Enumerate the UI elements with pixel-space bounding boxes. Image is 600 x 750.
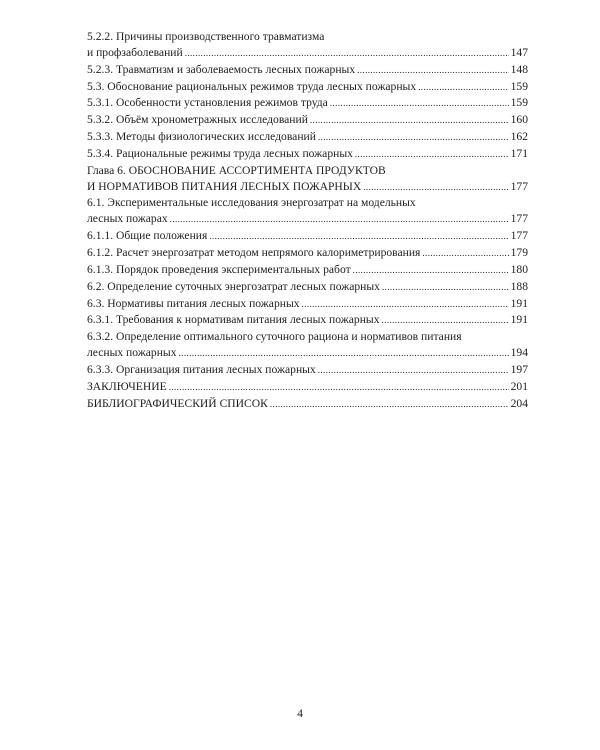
toc-entry (87, 396, 528, 413)
toc-entry (87, 211, 528, 228)
toc-entry (87, 379, 528, 396)
dot-leader (170, 212, 509, 228)
toc-entry-page: 177 (510, 212, 528, 226)
toc-entry: 5.2.2. Причины производственного травматизма (87, 30, 325, 43)
toc-entry (87, 245, 528, 262)
toc-entry-page: 159 (510, 79, 528, 93)
toc-entry-page: 179 (510, 245, 528, 259)
toc-entry (87, 362, 528, 379)
toc-entry-title: 6.1.2. Расчет энергозатрат методом непрямого калориметрирования (87, 245, 421, 259)
toc-entry (87, 95, 528, 112)
toc-entry (87, 146, 528, 163)
toc-entry (87, 312, 528, 329)
toc-entry (87, 79, 528, 96)
toc-entry (87, 296, 528, 313)
toc-entry: Глава 6. ОБОСНОВАНИЕ АССОРТИМЕНТА ПРОДУКТОВ (87, 163, 386, 177)
toc-entry (87, 62, 528, 79)
toc-entry-page: 201 (510, 379, 528, 393)
toc-entry-title: И НОРМАТИВОВ ПИТАНИЯ ЛЕСНЫХ ПОЖАРНЫХ (87, 179, 362, 193)
dot-leader (169, 380, 509, 396)
toc-entry-title: 5.3.3. Методы физиологических исследований (87, 130, 316, 144)
toc-entry-page: 180 (510, 262, 528, 276)
toc-entry-title: 6.1.1. Общие положения (87, 229, 208, 243)
toc-entry-title: 6.3. Нормативы питания лесных пожарных (87, 296, 300, 310)
dot-leader (382, 280, 509, 296)
toc-entry: 6.1. Экспериментальные исследования энергозатрат на модельных (87, 196, 416, 210)
toc-entry-title: 5.3.1. Особенности установления режимов труда (87, 96, 328, 110)
toc-entry-title: 5.3.2. Объём хронометражных исследований (87, 113, 308, 127)
dot-leader (355, 147, 509, 163)
dot-leader (318, 130, 509, 146)
dot-leader (422, 246, 508, 262)
toc-entry (87, 179, 528, 196)
toc-entry-page: 177 (510, 179, 528, 193)
dot-leader (209, 229, 508, 245)
toc-entry-page: 177 (510, 229, 528, 243)
toc-entry-page: 191 (510, 313, 528, 327)
toc-entry (87, 129, 528, 146)
toc-entry (87, 45, 528, 62)
toc-entry-title: ЗАКЛЮЧЕНИЕ (87, 379, 167, 393)
dot-leader (363, 180, 508, 196)
dot-leader (353, 263, 509, 279)
toc-entry-page: 204 (510, 396, 528, 410)
toc-entry-page: 162 (510, 130, 528, 144)
toc-entry-page: 188 (510, 279, 528, 293)
toc-entry-title: 6.3.3. Организация питания лесных пожарных (87, 362, 316, 376)
toc-entry-page: 197 (510, 362, 528, 376)
toc-entry-page: 191 (510, 296, 528, 310)
dot-leader (270, 397, 509, 413)
toc-entry-title: лесных пожарах (87, 212, 168, 226)
toc-entry-title: 5.2.3. Травматизм и заболеваемость лесных пожарных (87, 62, 356, 76)
toc-entry-title: 6.3.1. Требования к нормативам питания лесных пожарных (87, 313, 380, 327)
toc-entry-title: и профзаболеваний (87, 45, 183, 59)
toc-entry-page: 194 (510, 346, 528, 360)
dot-leader (382, 313, 509, 329)
toc-entry-title: 5.3. Обоснование рациональных режимов труда лесных пожарных (87, 79, 417, 93)
toc-entry-page: 171 (510, 146, 528, 160)
dot-leader (357, 63, 508, 79)
page-number: 4 (297, 707, 303, 720)
toc-entry-title: 6.1.3. Порядок проведения экспериментальных работ (87, 262, 351, 276)
toc-entry: 6.3.2. Определение оптимального суточного рациона и нормативов питания (87, 330, 462, 344)
toc-entry-page: 159 (510, 96, 528, 110)
dot-leader (302, 297, 509, 313)
dot-leader (310, 113, 509, 129)
dot-leader (185, 46, 509, 62)
dot-leader (318, 363, 509, 379)
toc-entry (87, 279, 528, 296)
toc-entry-title: БИБЛИОГРАФИЧЕСКИЙ СПИСОК (87, 396, 268, 410)
dot-leader (418, 80, 508, 96)
toc-entry-title: 5.3.4. Рациональные режимы труда лесных пожарных (87, 146, 353, 160)
toc-entry-page: 160 (510, 113, 528, 127)
toc-entry (87, 345, 528, 362)
toc-entry (87, 262, 528, 279)
toc-entry-title: лесных пожарных (87, 346, 177, 360)
toc-entry-page: 147 (510, 45, 528, 59)
toc-entry-title: 6.2. Определение суточных энергозатрат лесных пожарных (87, 279, 380, 293)
toc-entry (87, 228, 528, 245)
dot-leader (179, 346, 509, 362)
toc-entry (87, 112, 528, 129)
dot-leader (330, 96, 509, 112)
table-of-contents (87, 29, 528, 412)
toc-entry-page: 148 (510, 62, 528, 76)
